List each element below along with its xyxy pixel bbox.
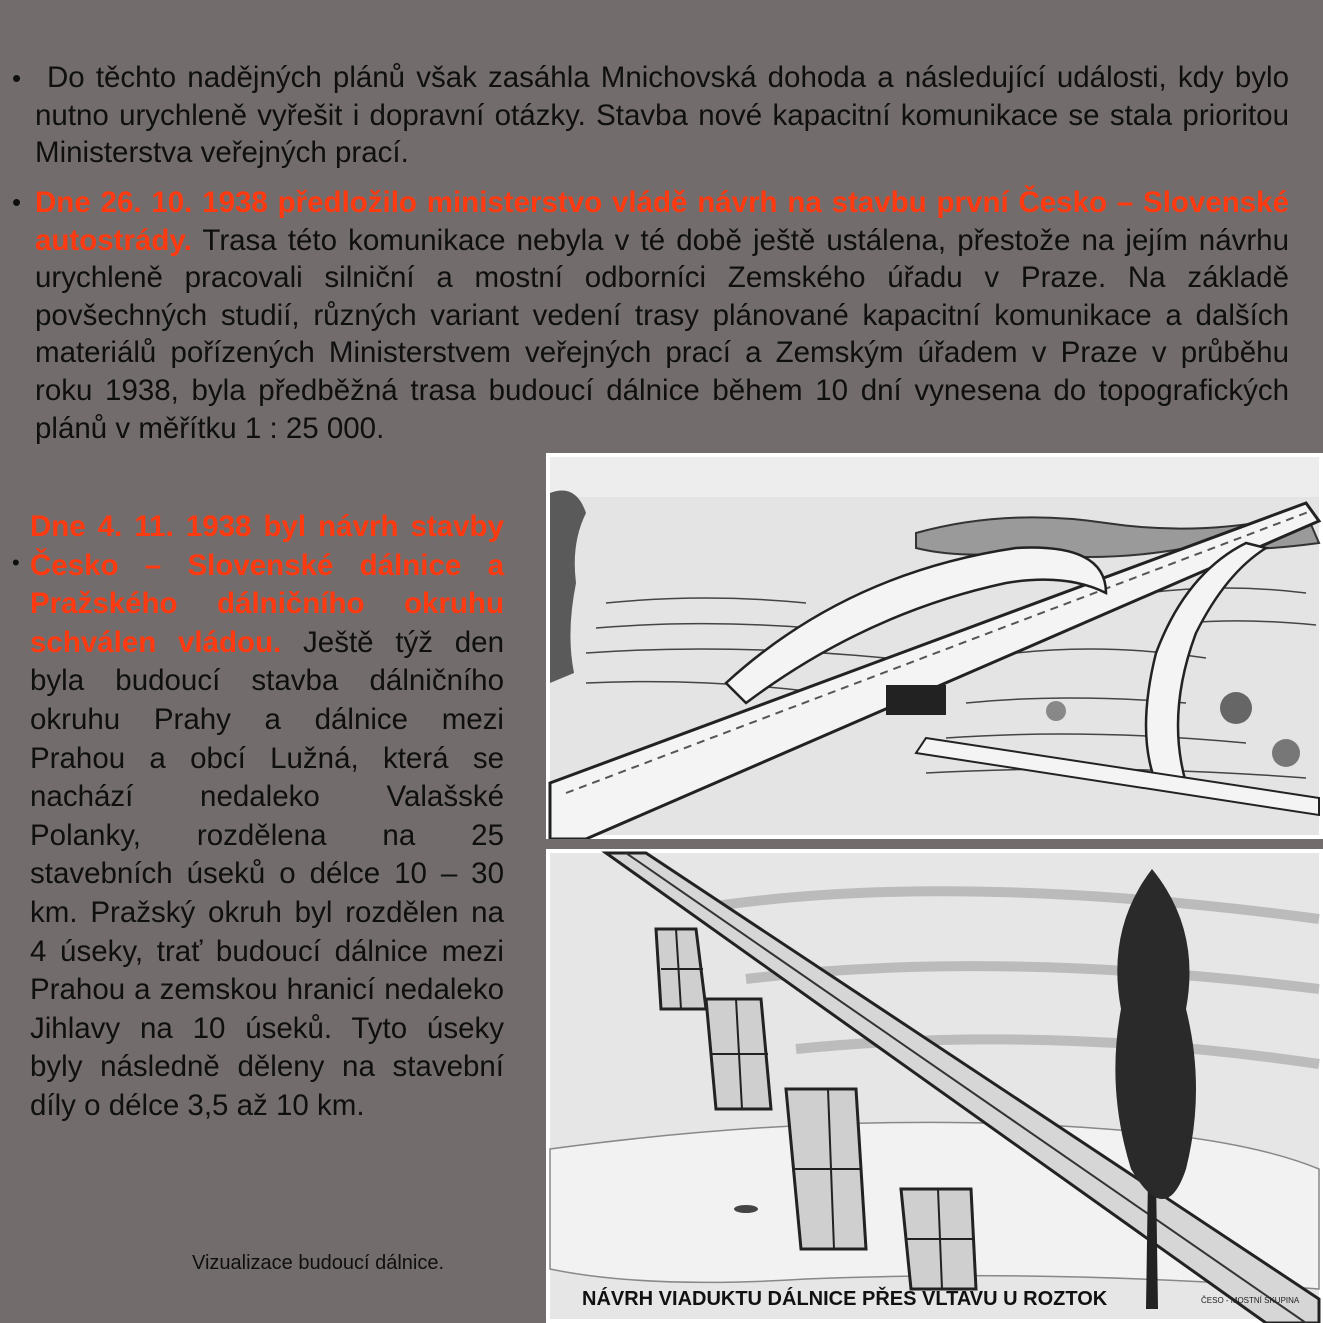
paragraph-proposal: [35, 184, 1289, 447]
paragraph-proposal-highlight: Dne 26. 10. 1938 předložilo ministerstvo vládě návrh na stavbu první Česko – Slovenské autostrády.: [35, 186, 1289, 257]
bullet-1: •: [12, 63, 22, 93]
bullet-3: •: [12, 550, 20, 575]
paragraph-proposal-text: Trasa této komunikace nebyla v té době ještě ustálena, přestože na jejím návrhu urychleně pracovali silniční a mostní odborníci Zemského úřadu v Praze. Na základě povšechných studií, různých variant vedení trasy plánované kapacitní komunikace a dalších materiálů pořízených Ministerstvem veřejných prací a Zemským úřadem v Praze v průběhu roku 1938, byla předběžná trasa budoucí dálnice během 10 dní vynesena do topografických plánů v měřítku 1 : 25 000.: [35, 223, 1289, 445]
image-caption: Vizualizace budoucí dálnice.: [192, 1252, 445, 1274]
paragraph-munich-text: Do těchto nadějných plánů však zasáhla Mnichovská dohoda a následující události, kdy bylo nutno urychleně vyřešit i dopravní otázky. Stavba nové kapacitní komunikace se stala prioritou Ministerstva veřejných prací.: [35, 61, 1289, 170]
paragraph-approval-text: Ještě týž den byla budoucí stavba dálničního okruhu Prahy a dálnice mezi Prahou a obcí Lužná, která se nachází nedaleko Valašské Polanky, rozdělena na 25 stavebních úseků o délce 10 – 30 km. Pražský okruh byl rozdělen na 4 úseky, trať budoucí dálnice mezi Prahou a zemskou hranicí nedaleko Jihlavy na 10 úseků. Tyto úseky byly následně děleny na stavební díly o délce 3,5 až 10 km.: [30, 625, 504, 1122]
paragraph-approval: [30, 508, 504, 1126]
viaduct-inscription: NÁVRH VIADUKTU DÁLNICE PŘES VLTAVU U ROZTOK: [582, 1288, 1108, 1310]
viaduct-drawing: [546, 849, 1323, 1323]
highway-interchange-sketch: [546, 453, 1323, 839]
paragraph-munich: [35, 59, 1289, 172]
interchange-drawing: [546, 453, 1323, 839]
paragraph-approval-highlight: Dne 4. 11. 1938 byl návrh stavby Česko – Slovenské dálnice a Pražského dálničního okruhu schválen vládou.: [30, 510, 504, 659]
viaduct-sketch: [546, 849, 1323, 1323]
bullet-2: •: [12, 187, 22, 217]
viaduct-signature: ČESO - MOSTNÍ SKUPINA: [1201, 1296, 1300, 1305]
